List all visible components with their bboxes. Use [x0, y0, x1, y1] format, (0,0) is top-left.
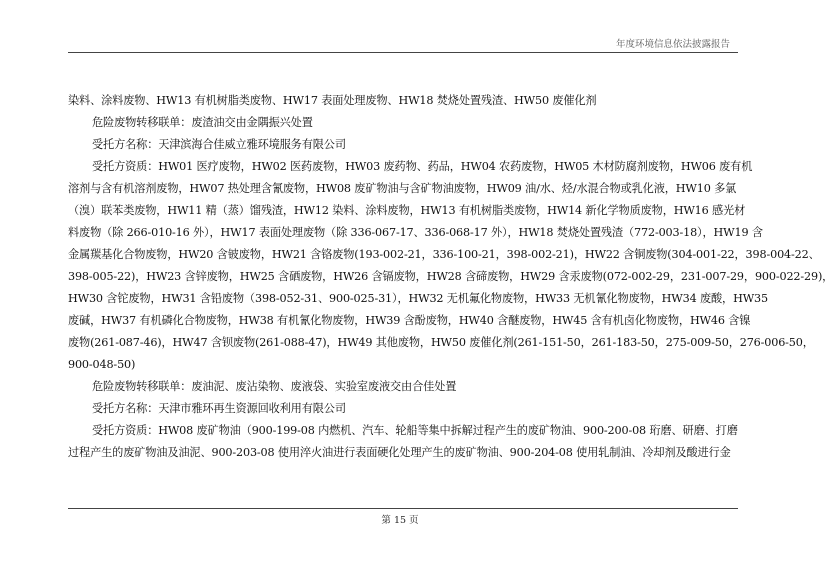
document-body	[68, 90, 833, 464]
body-line: 废物(261-087-46)，HW47 含钡废物(261-088-47)，HW49 其他废物，HW50 废催化剂(261-151-50，261-183-50，275-009-50，276-006-50，	[68, 336, 814, 349]
page-number: 第 15 页	[381, 515, 419, 526]
body-line: 废碱，HW37 有机磷化合物废物，HW38 有机氰化物废物，HW39 含酚废物，HW40 含醚废物，HW45 含有机卤化物废物，HW46 含镍	[68, 314, 751, 327]
body-line: 受托方资质：HW01 医疗废物，HW02 医药废物，HW03 废药物、药品，HW04 农药废物，HW05 木材防腐剂废物，HW06 废有机	[92, 160, 753, 173]
body-line: 398-005-22)，HW23 含锌废物，HW25 含硒废物，HW26 含镉废物，HW28 含碲废物，HW29 含汞废物(072-002-29，231-007-29，900-022-29)，	[68, 270, 833, 283]
body-line: （溴）联苯类废物，HW11 精（蒸）馏残渣，HW12 染料、涂料废物，HW13 有机树脂类废物，HW14 新化学物质废物，HW16 感光材	[68, 204, 746, 217]
body-line: 溶剂与含有机溶剂废物，HW07 热处理含氰废物，HW08 废矿物油与含矿物油废物，HW09 油/水、烃/水混合物或乳化液，HW10 多氯	[68, 182, 737, 195]
body-line: 过程产生的废矿物油及油泥、900-203-08 使用淬火油进行表面硬化处理产生的废矿物油、900-204-08 使用轧制油、冷却剂及酸进行金	[68, 446, 731, 459]
body-line: HW30 含铊废物，HW31 含铅废物（398-052-31、900-025-31），HW32 无机氟化物废物，HW33 无机氰化物废物，HW34 废酸，HW35	[68, 292, 768, 305]
body-line: 受托方名称：天津滨海合佳威立雅环境服务有限公司	[92, 138, 346, 151]
body-line: 料废物（除 266-010-16 外），HW17 表面处理废物（除 336-067-17、336-068-17 外），HW18 焚烧处置残渣（772-003-18），HW19 含	[68, 226, 763, 239]
body-line: 900-048-50)	[68, 358, 136, 371]
header-divider	[68, 52, 738, 53]
body-line: 受托方名称：天津市雅环再生资源回收利用有限公司	[92, 402, 346, 415]
body-line: 危险废物转移联单：废渣油交由金隅振兴处置	[92, 116, 313, 129]
body-line: 受托方资质：HW08 废矿物油（900-199-08 内燃机、汽车、轮船等集中拆解过程产生的废矿物油、900-200-08 珩磨、研磨、打磨	[92, 424, 738, 437]
page-header-title: 年度环境信息依法披露报告	[615, 39, 730, 50]
body-line: 金属羰基化合物废物，HW20 含铍废物，HW21 含铬废物(193-002-21，336-100-21，398-002-21)，HW22 含铜废物(304-001-22，398-004-22、	[68, 248, 820, 261]
footer-divider	[68, 508, 738, 509]
body-line: 染料、涂料废物、HW13 有机树脂类废物、HW17 表面处理废物、HW18 焚烧处置残渣、HW50 废催化剂	[68, 94, 597, 107]
body-line: 危险废物转移联单：废油泥、废沾染物、废液袋、实验室废液交由合佳处置	[92, 380, 457, 393]
